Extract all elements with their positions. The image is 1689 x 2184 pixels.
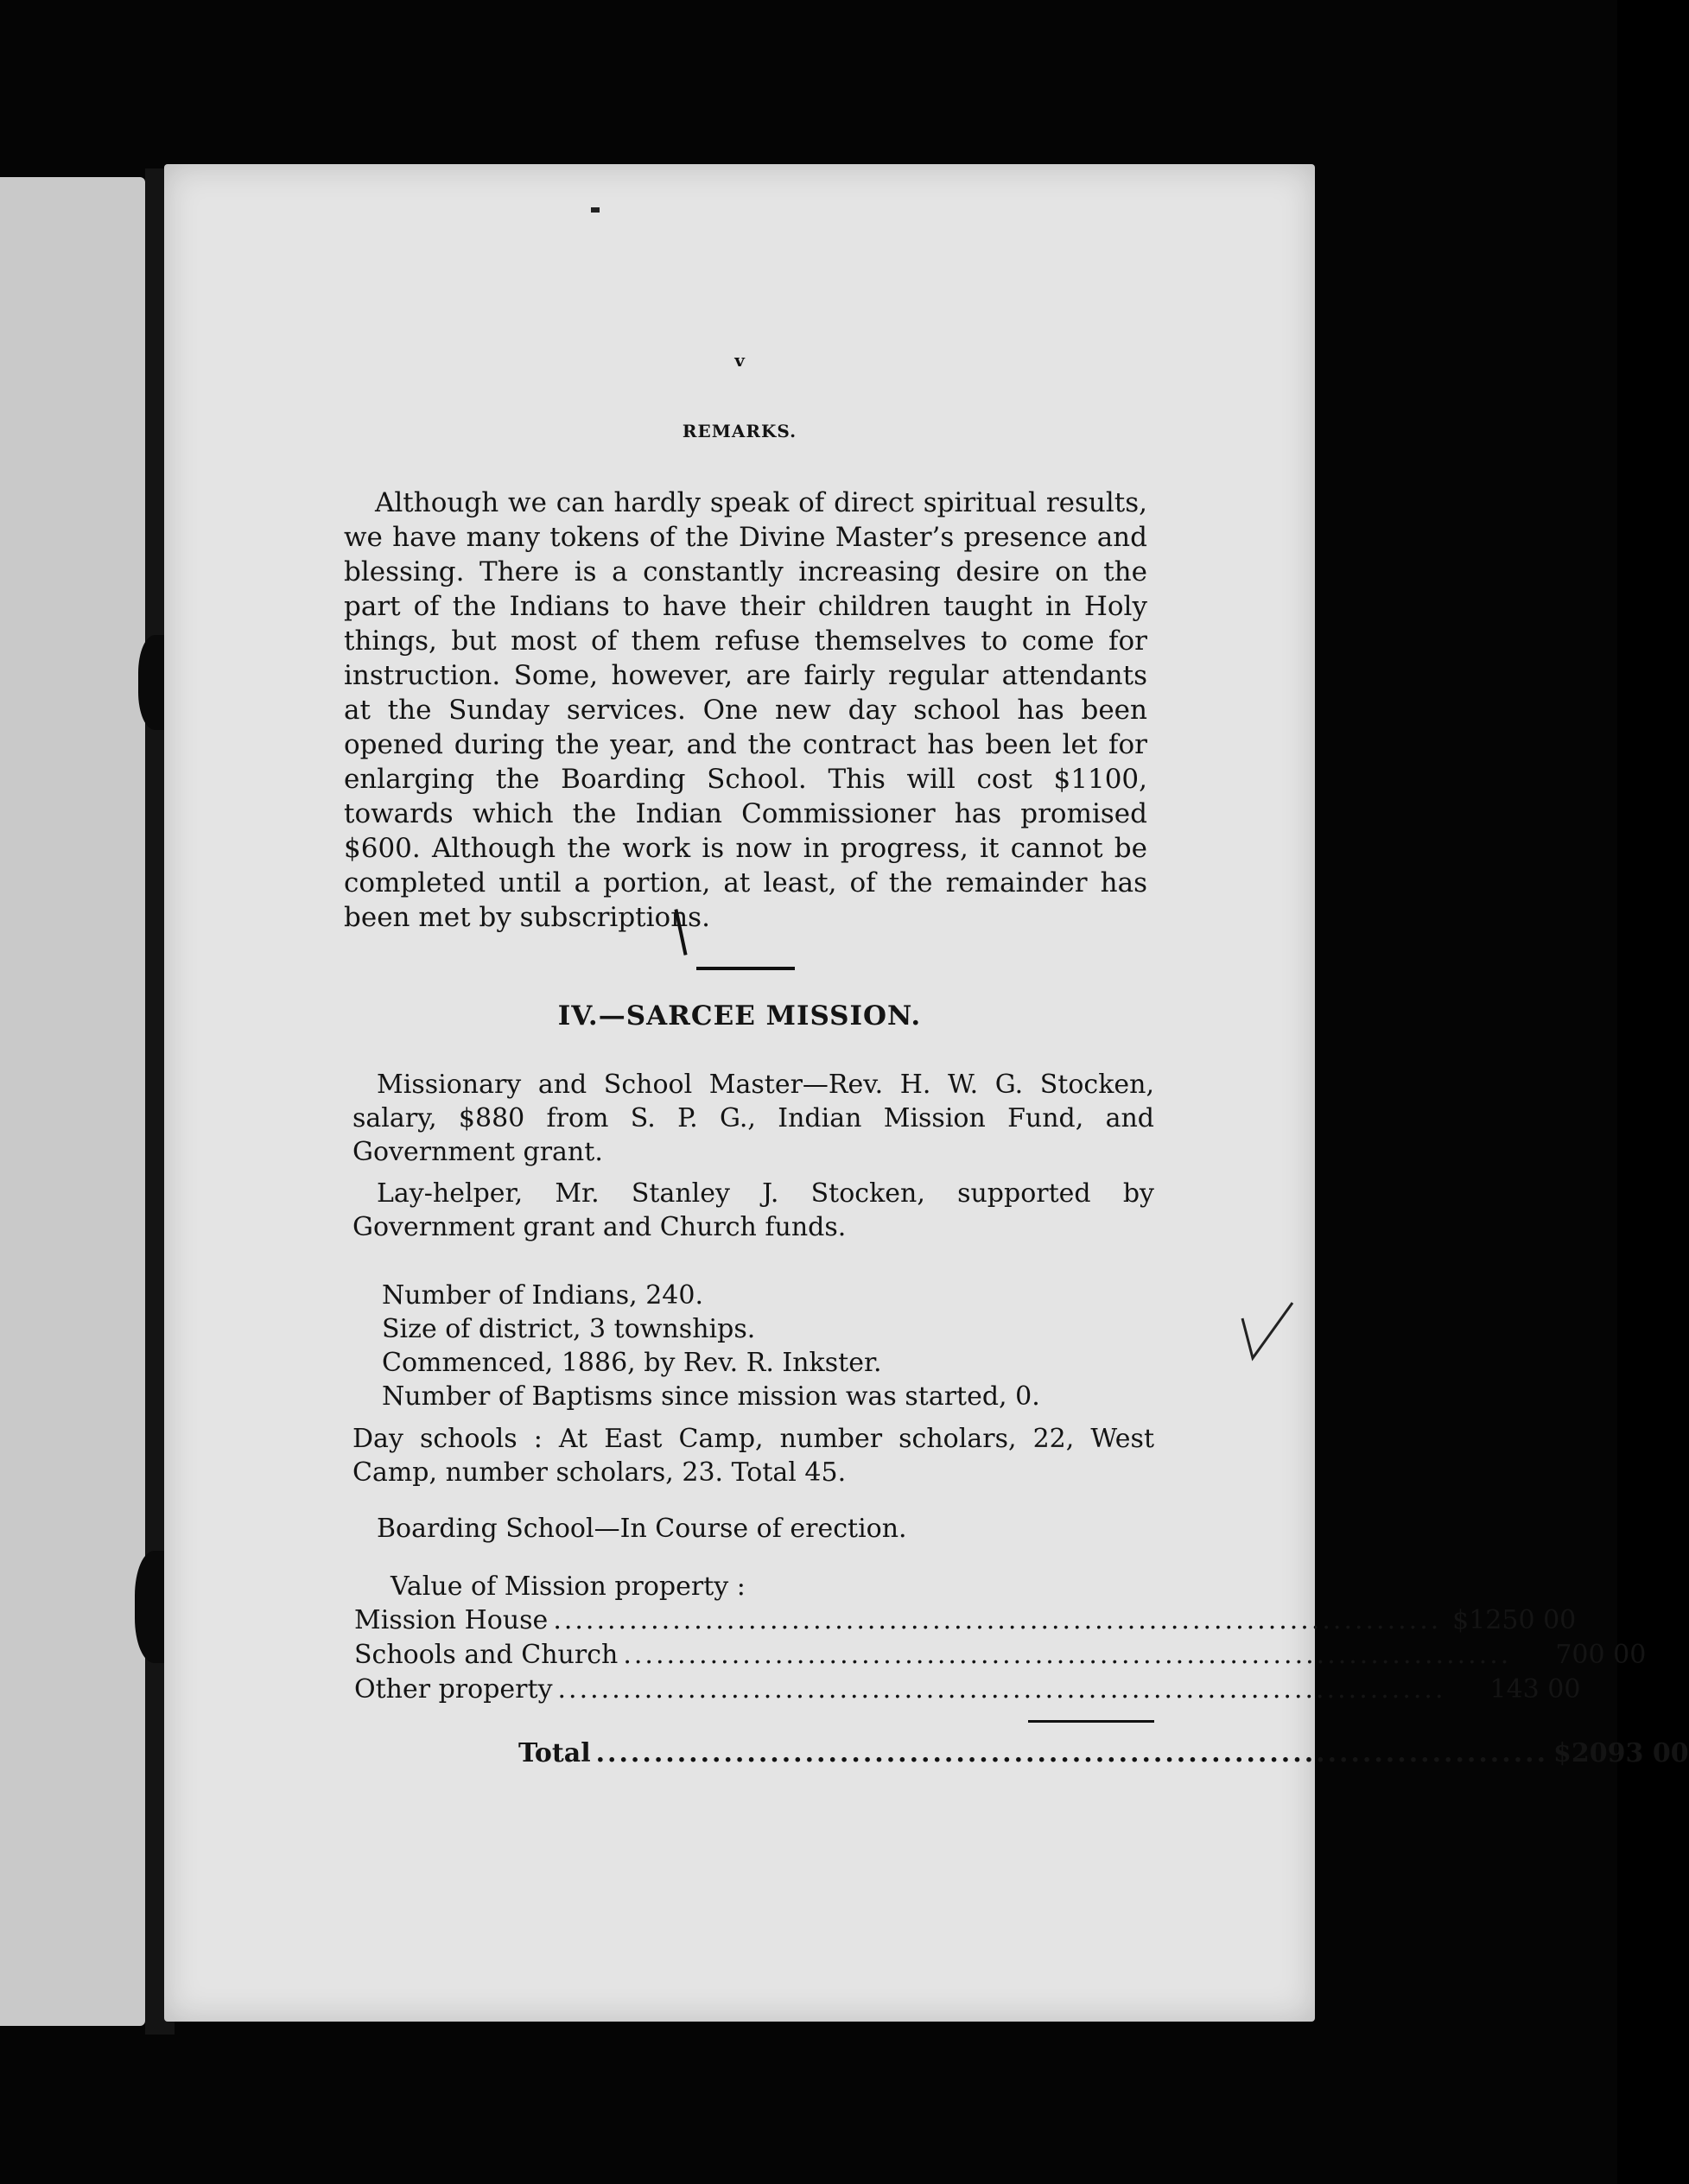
day-schools-text: Day schools : At East Camp, number scholars, 22, West Camp, number scholars, 23. Total 45.: [352, 1424, 1154, 1488]
ledger-row: [354, 1638, 1647, 1673]
ink-speck: [591, 207, 600, 213]
leader-dots: ..................................................................................: [557, 1674, 1446, 1705]
boarding-school-line: [377, 1512, 1178, 1546]
property-heading: Value of Mission property :: [391, 1571, 746, 1602]
document-page: [164, 164, 1689, 2022]
boarding-school-text: Boarding School—In Course of erection.: [377, 1514, 907, 1544]
ledger-amount: $1250 00: [1452, 1605, 1577, 1635]
sum-rule: [1028, 1720, 1154, 1723]
lay-helper-paragraph: [352, 1177, 1154, 1244]
ledger-amount: 143 00: [1489, 1674, 1581, 1705]
ledger-label: Schools and Church: [354, 1640, 619, 1670]
property-ledger: [354, 1603, 1647, 1707]
property-total: [518, 1736, 1689, 1771]
missionary-text: Missionary and School Master—Rev. H. W. G. Stocken, salary, $880 from S. P. G., Indian Mission Fund, and Government grant.: [352, 1070, 1154, 1167]
page-number: v: [734, 350, 745, 371]
leader-dots: ..................................................................................: [595, 1738, 1549, 1768]
ledger-row: [354, 1603, 1577, 1638]
fact-line: Commenced, 1886, by Rev. R. Inkster.: [382, 1348, 882, 1378]
fact-line: Number of Baptisms since mission was started, 0.: [382, 1381, 1040, 1412]
total-row: [518, 1736, 1689, 1771]
ledger-row: [354, 1673, 1581, 1707]
ledger-label: Other property: [354, 1674, 553, 1705]
remarks-text: Although we can hardly speak of direct spiritual results, we have many tokens of the Divine Master’s presence and blessing. There is a constantly increasing desire on the part of the Indians to have their children taught in Holy things, but most of them refuse themselves to come for instruction. Some, however, are fairly regular attendants at the Sunday services. One new day school has been opened during the year, and the contract has been let for enlarging the Boarding School. This will cost $1100, towards which the Indian Commissioner has promised $600. Although the work is now in progress, it cannot be completed until a portion, at least, of the remainder has been met by subscriptions.: [344, 487, 1147, 933]
fact-line: Size of district, 3 townships.: [382, 1314, 756, 1344]
check-mark-icon: [1237, 1298, 1298, 1367]
fact-line: Number of Indians, 240.: [382, 1280, 703, 1311]
day-schools-paragraph: [352, 1422, 1154, 1489]
lay-helper-text: Lay-helper, Mr. Stanley J. Stocken, supported by Government grant and Church funds.: [352, 1178, 1154, 1242]
mission-facts: [382, 1279, 1142, 1413]
section-heading: IV.—SARCEE MISSION.: [557, 1000, 922, 1032]
section-divider: [696, 967, 795, 970]
missionary-paragraph: [352, 1068, 1154, 1169]
leader-dots: ..................................................................................: [623, 1640, 1512, 1670]
total-label: Total: [518, 1738, 591, 1768]
facing-page-edge: [0, 177, 145, 2026]
remarks-paragraph: [344, 486, 1147, 935]
leader-dots: ..................................................................................: [553, 1605, 1442, 1635]
total-amount: $2093 00: [1553, 1738, 1689, 1768]
remarks-heading: REMARKS.: [682, 421, 797, 441]
ledger-amount: 700 00: [1555, 1640, 1647, 1670]
ledger-label: Mission House: [354, 1605, 549, 1635]
